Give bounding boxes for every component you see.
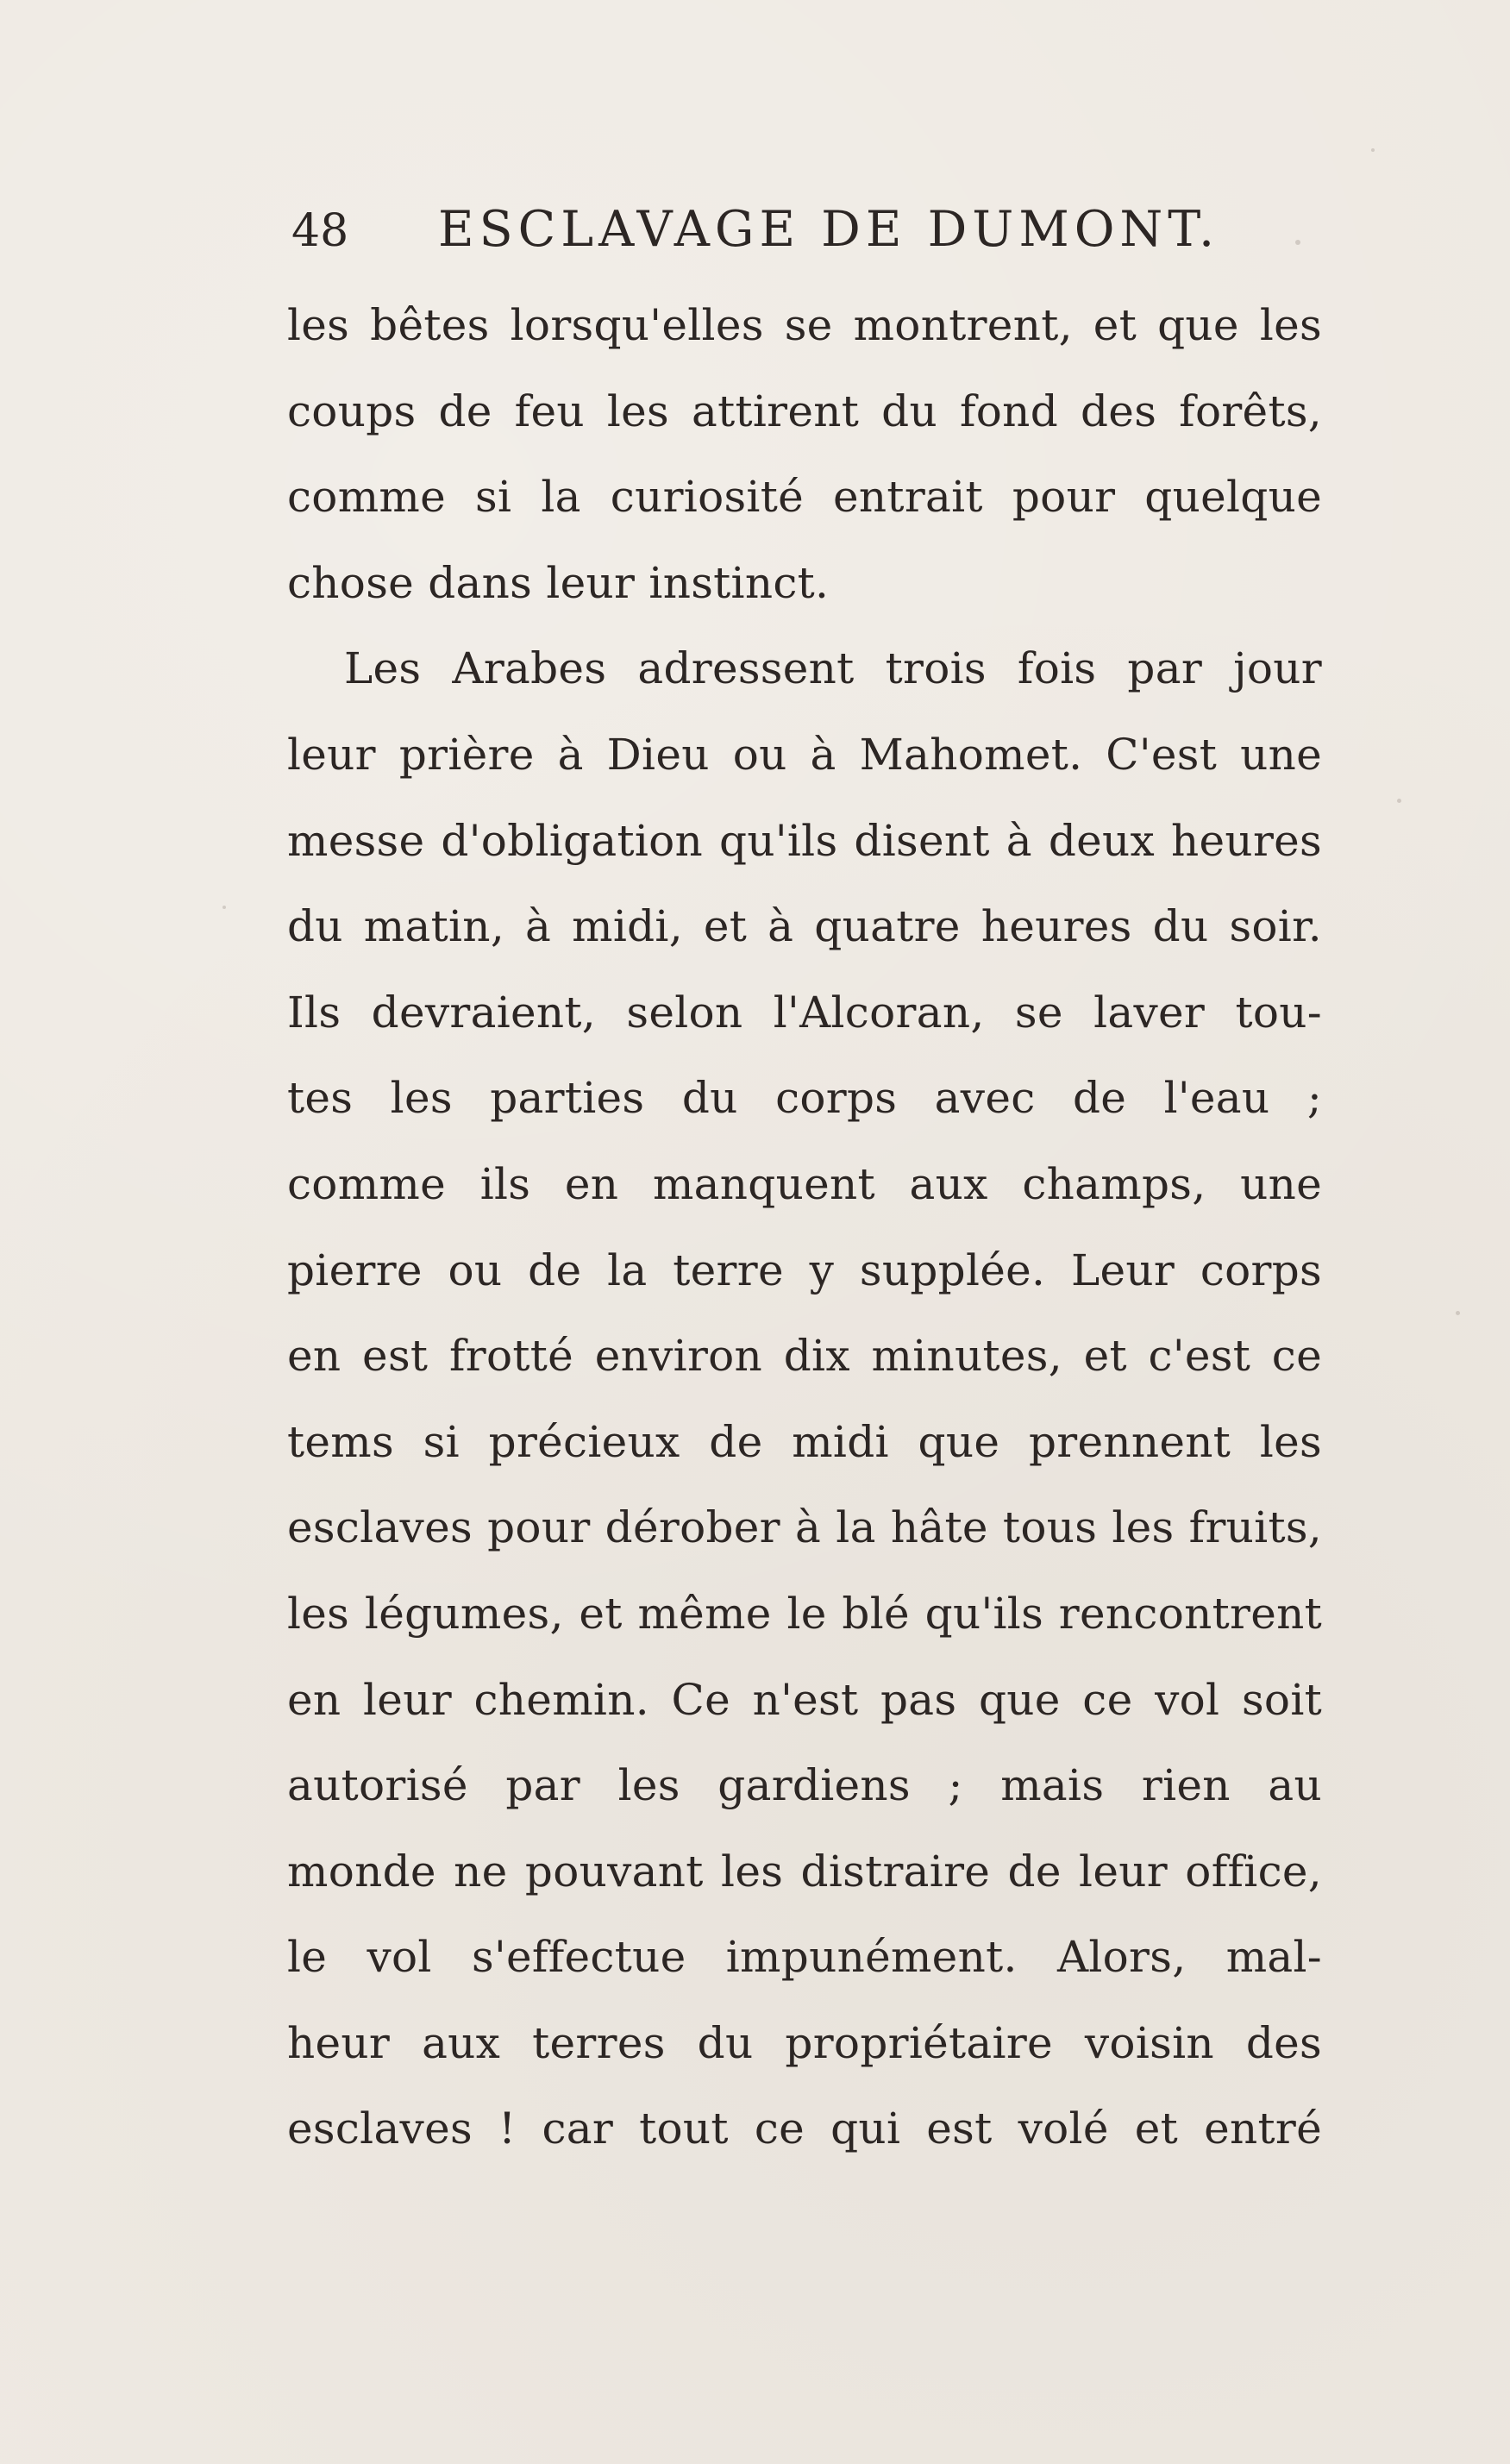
text-line: coups de feu les attirent du fond des forêts,	[287, 386, 1322, 436]
text-line: en leur chemin. Ce n'est pas que ce vol soit	[287, 1674, 1322, 1725]
text-line: les bêtes lorsqu'elles se montrent, et que les	[287, 300, 1322, 350]
text-line: messe d'obligation qu'ils disent à deux heures	[287, 815, 1322, 866]
text-line: monde ne pouvant les distraire de leur office,	[287, 1846, 1322, 1897]
text-line: esclaves pour dérober à la hâte tous les fruits,	[287, 1502, 1322, 1553]
page-header	[291, 195, 1326, 264]
paper-speck	[1371, 148, 1375, 152]
text-line: Ils devraient, selon l'Alcoran, se laver tou-	[287, 987, 1322, 1038]
text-line: esclaves ! car tout ce qui est volé et entré	[287, 2103, 1322, 2154]
text-line: leur prière à Dieu ou à Mahomet. C'est une	[287, 729, 1322, 780]
text-line: comme si la curiosité entrait pour quelque	[287, 472, 1322, 523]
body-text	[287, 283, 1322, 2172]
text-line: les légumes, et même le blé qu'ils rencontrent	[287, 1588, 1322, 1639]
paper-speck	[1295, 240, 1300, 245]
paper-speck	[1456, 1311, 1460, 1315]
text-line: heur aux terres du propriétaire voisin des	[287, 2017, 1322, 2068]
text-line: en est frotté environ dix minutes, et c'est ce	[287, 1331, 1322, 1382]
text-line: tes les parties du corps avec de l'eau ;	[287, 1073, 1322, 1124]
running-title: ESCLAVAGE DE DUMONT.	[438, 201, 1220, 258]
text-line: tems si précieux de midi que prennent les	[287, 1416, 1322, 1467]
paper-speck	[222, 906, 226, 909]
text-line: le vol s'effectue impunément. Alors, mal-	[287, 1932, 1322, 1983]
text-line: comme ils en manquent aux champs, une	[287, 1158, 1322, 1209]
text-line: chose dans leur instinct.	[287, 557, 830, 608]
text-line: du matin, à midi, et à quatre heures du soir.	[287, 901, 1322, 952]
text-line: autorisé par les gardiens ; mais rien au	[287, 1760, 1322, 1811]
paragraph-start-line: Les Arabes adressent trois fois par jour	[344, 643, 1322, 694]
paper-speck	[1397, 799, 1401, 803]
text-line: pierre ou de la terre y supplée. Leur corps	[287, 1245, 1322, 1295]
page-number: 48	[291, 205, 349, 257]
